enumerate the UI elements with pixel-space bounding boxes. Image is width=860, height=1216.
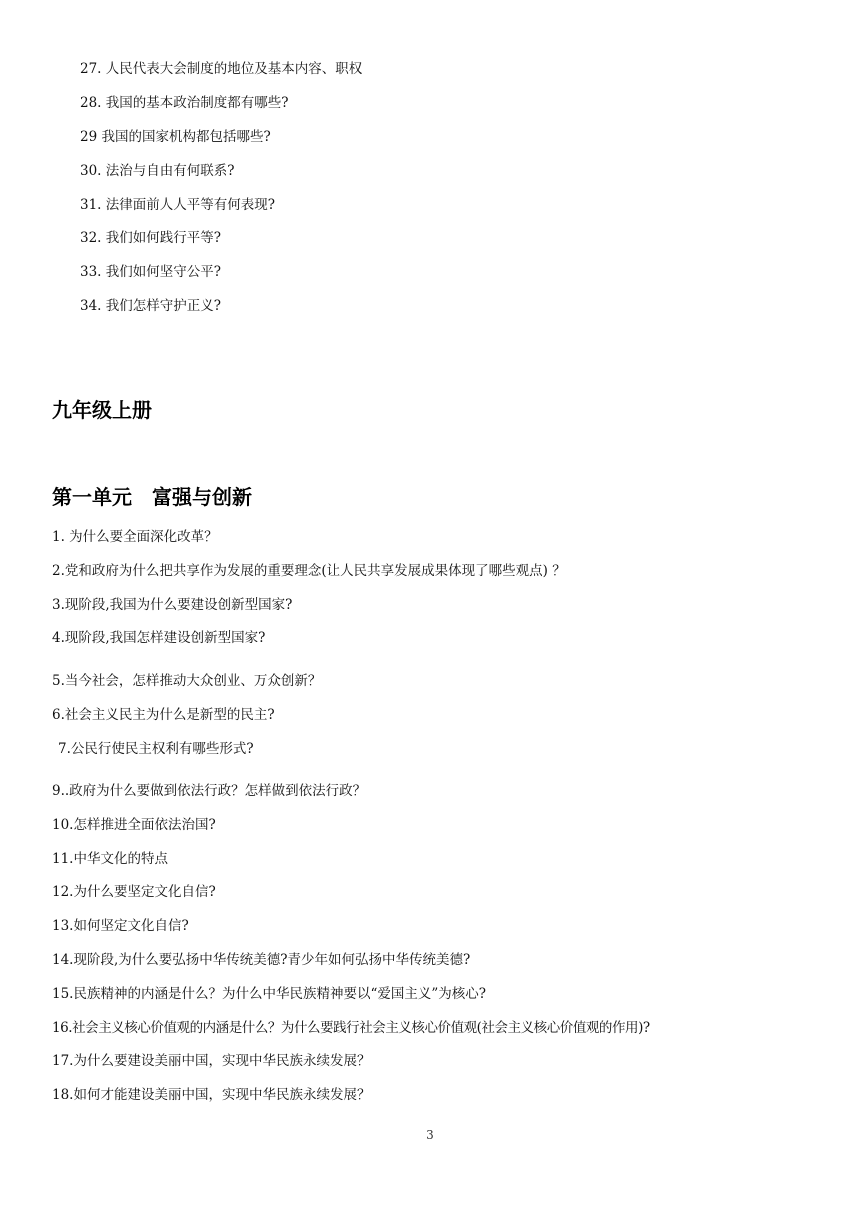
question-item-29: 29 我国的国家机构都包括哪些? [80,129,271,145]
question-item-27: 27. 人民代表大会制度的地位及基本内容、职权 [80,61,363,77]
unit-question-14: 14.现阶段,为什么要弘扬中华传统美德?青少年如何弘扬中华传统美德? [52,952,471,968]
unit-question-5: 5.当今社会，怎样推动大众创业、万众创新？ [52,673,322,689]
unit-question-16: 16.社会主义核心价值观的内涵是什么？为什么要践行社会主义核心价值观(社会主义核心价值观的作用)? [52,1020,650,1036]
unit-question-6: 6.社会主义民主为什么是新型的民主? [52,707,275,723]
unit-question-2: 2.党和政府为什么把共享作为发展的重要理念(让人民共享发展成果体现了哪些观点) ？ [52,563,566,579]
unit-question-18: 18.如何才能建设美丽中国，实现中华民族永续发展？ [52,1087,371,1103]
unit-question-7: 7.公民行使民主权利有哪些形式? [58,741,254,757]
page-number: 3 [426,1128,434,1142]
unit-heading: 第一单元 富强与创新 [52,485,252,509]
question-item-32: 32. 我们如何践行平等? [80,230,221,246]
question-item-30: 30. 法治与自由有何联系? [80,163,235,179]
unit-question-11: 11.中华文化的特点 [52,851,168,867]
question-item-28: 28. 我国的基本政治制度都有哪些? [80,95,289,111]
question-item-33: 33. 我们如何坚守公平? [80,264,221,280]
question-item-34: 34. 我们怎样守护正义? [80,298,221,314]
unit-question-13: 13.如何坚定文化自信? [52,918,189,934]
unit-question-17: 17.为什么要建设美丽中国，实现中华民族永续发展？ [52,1053,371,1069]
unit-question-3: 3.现阶段,我国为什么要建设创新型国家? [52,597,293,613]
unit-question-10: 10.怎样推进全面依法治国? [52,817,216,833]
unit-question-9: 9..政府为什么要做到依法行政？怎样做到依法行政？ [52,783,367,799]
grade-heading: 九年级上册 [52,398,152,422]
unit-question-1: 1. 为什么要全面深化改革？ [52,529,218,545]
question-item-31: 31. 法律面前人人平等有何表现? [80,197,275,213]
unit-question-12: 12.为什么要坚定文化自信? [52,884,216,900]
unit-question-4: 4.现阶段,我国怎样建设创新型国家? [52,630,266,646]
unit-question-15: 15.民族精神的内涵是什么？为什么中华民族精神要以“爱国主义”为核心? [52,986,487,1002]
